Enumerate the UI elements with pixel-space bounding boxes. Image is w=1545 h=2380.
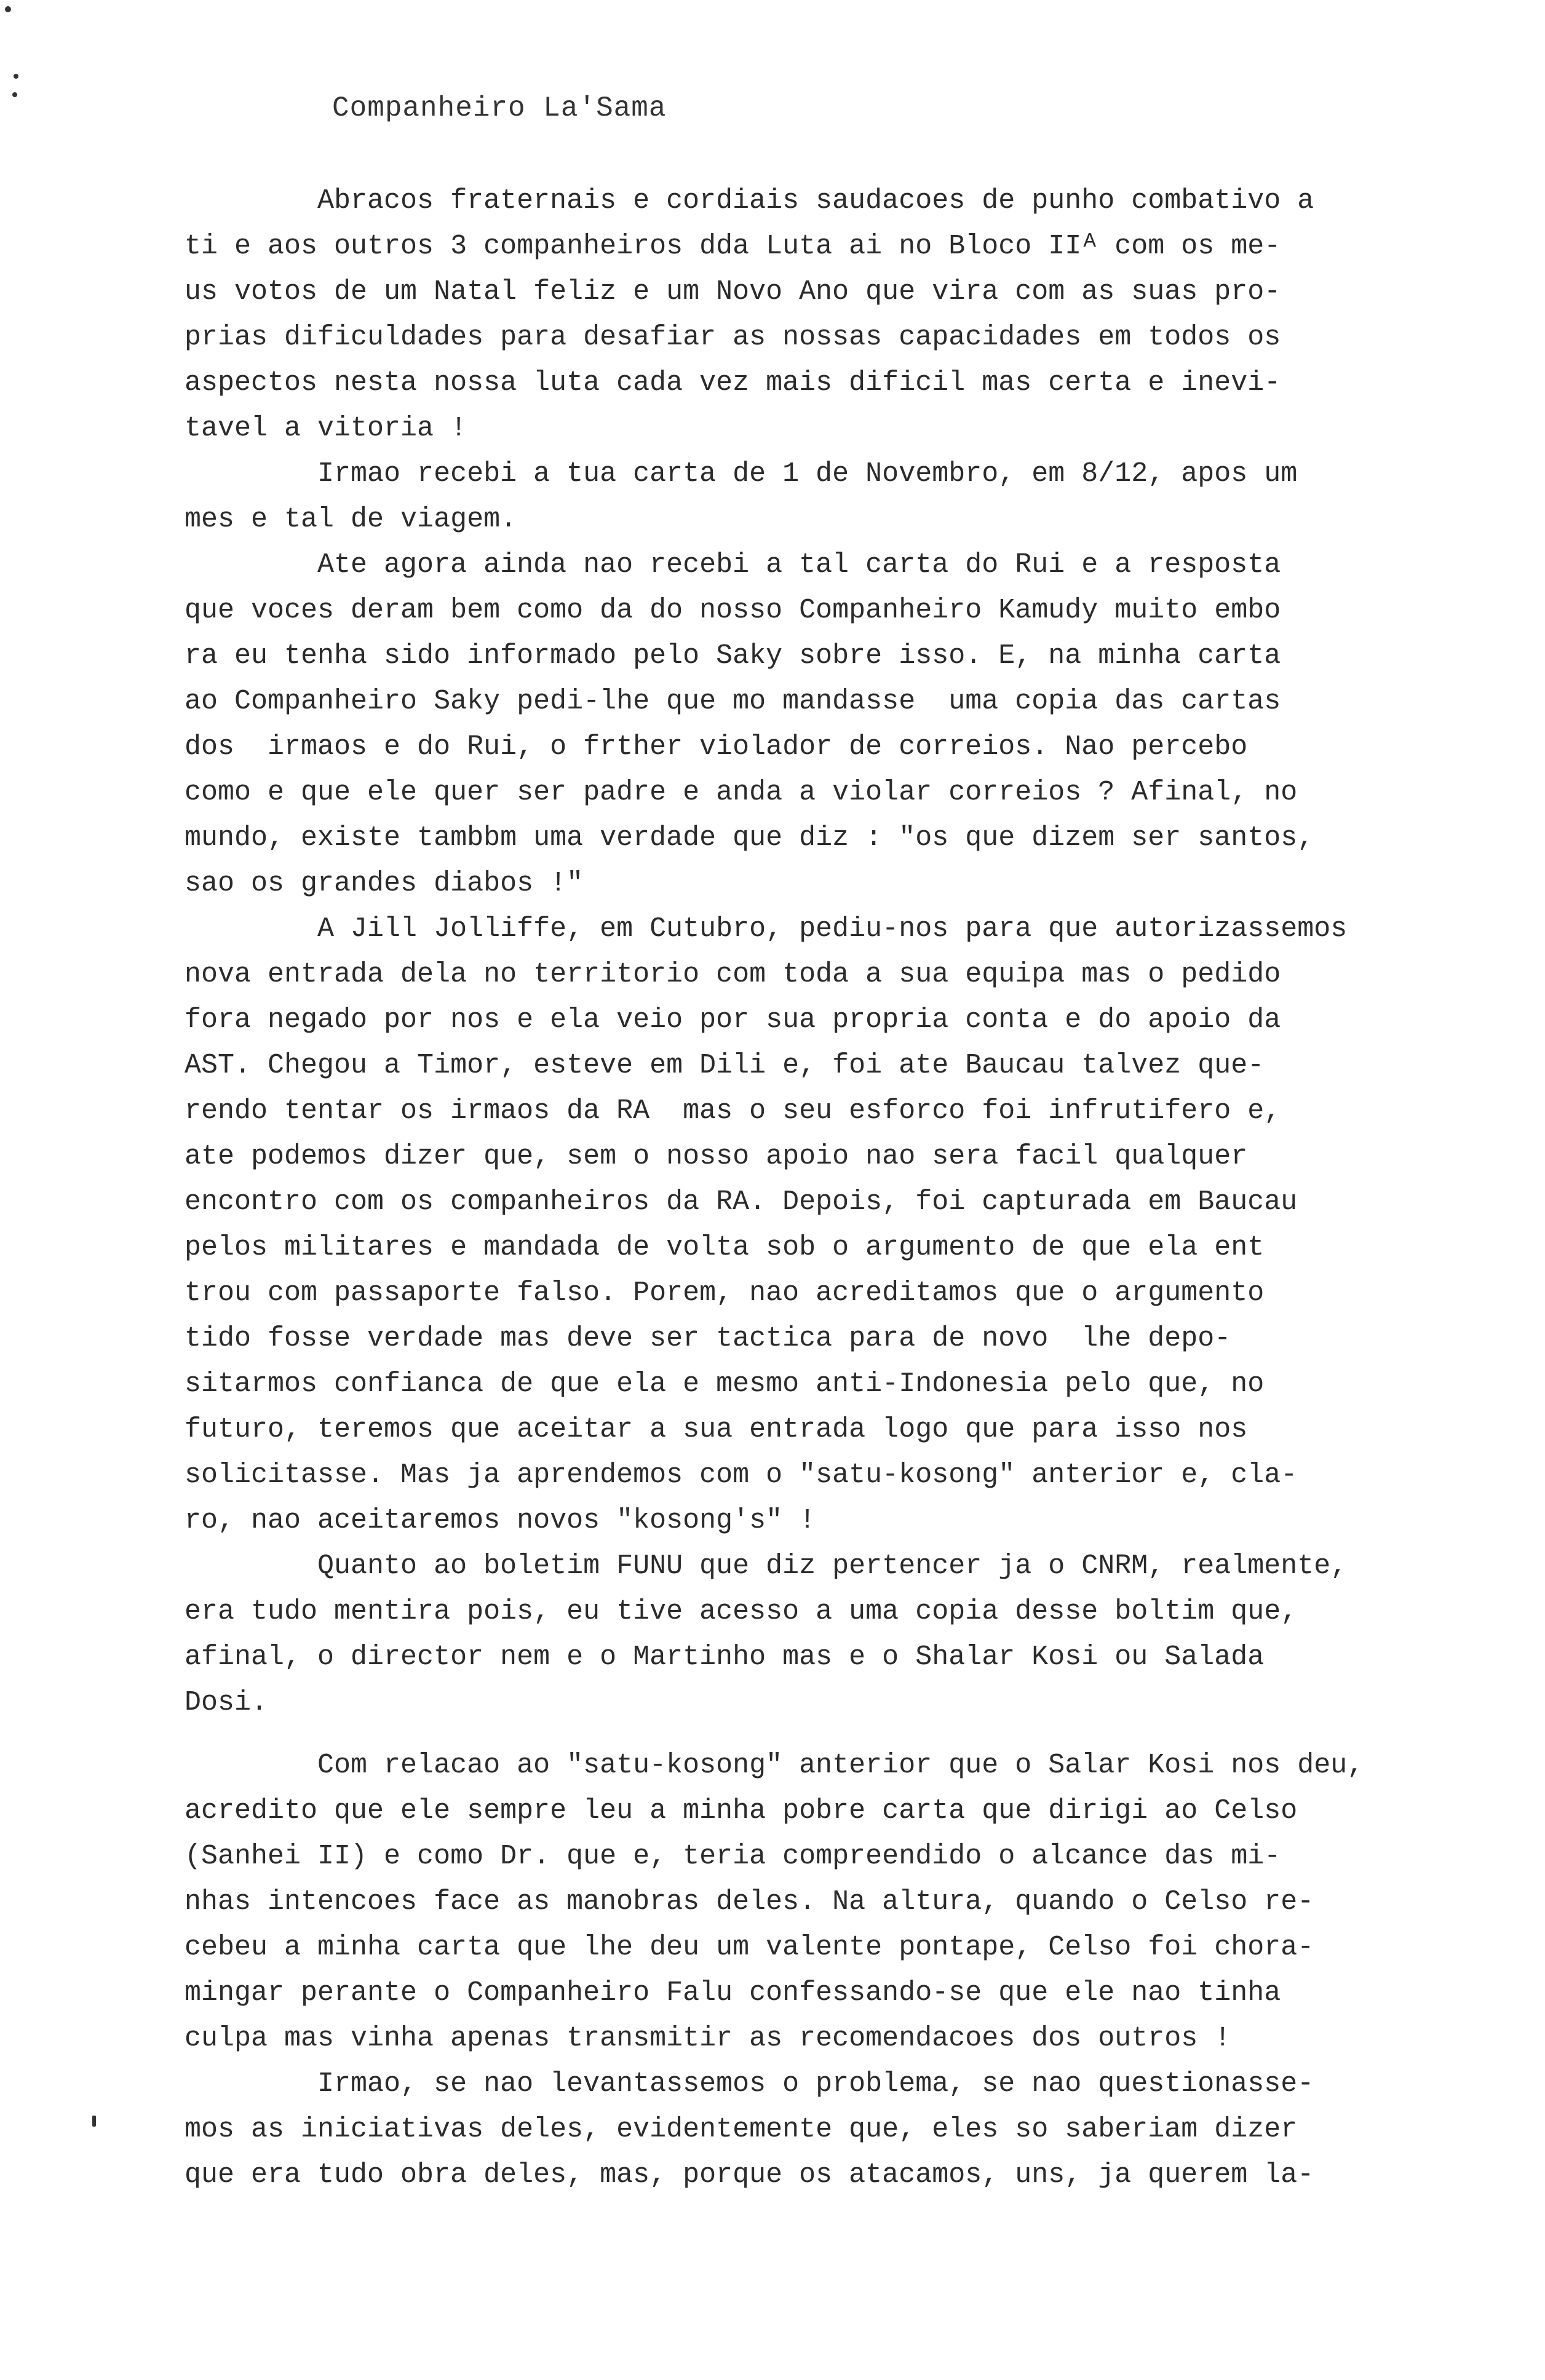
letter-line: mingar perante o Companheiro Falu confessando-se que ele nao tinha (185, 1977, 1281, 2009)
letter-line: (Sanhei II) e como Dr. que e, teria compreendido o alcance das mi- (185, 1841, 1281, 1872)
letter-line: mundo, existe tambbm uma verdade que diz : "os que dizem ser santos, (185, 822, 1314, 854)
letter-line: ti e aos outros 3 companheiros dda Luta ai no Bloco IIᴬ com os me- (185, 231, 1281, 262)
letter-line: Irmao, se nao levantassemos o problema, se nao questionasse- (185, 2068, 1314, 2100)
letter-line: era tudo mentira pois, eu tive acesso a uma copia desse boltim que, (185, 1596, 1298, 1627)
letter-line: pelos militares e mandada de volta sob o argumento de que ela ent (185, 1232, 1265, 1263)
letter-line: Abracos fraternais e cordiais saudacoes de punho combativo a (185, 185, 1314, 216)
letter-line: mes e tal de viagem. (185, 504, 517, 535)
letter-line: nova entrada dela no territorio com toda a sua equipa mas o pedido (185, 959, 1281, 990)
letter-line: Com relacao ao "satu-kosong" anterior que o Salar Kosi nos deu, (185, 1750, 1364, 1781)
letter-line: A Jill Jolliffe, em Cutubro, pediu-nos para que autorizassemos (185, 913, 1348, 945)
letter-line: cebeu a minha carta que lhe deu um valente pontape, Celso foi chora- (185, 1932, 1314, 1963)
letter-line: Irmao recebi a tua carta de 1 de Novembro, em 8/12, apos um (185, 458, 1298, 490)
letter-line: Ate agora ainda nao recebi a tal carta do Rui e a resposta (185, 549, 1281, 581)
letter-line: que voces deram bem como da do nosso Companheiro Kamudy muito embo (185, 595, 1281, 626)
margin-mark (12, 92, 17, 97)
letter-line: afinal, o director nem e o Martinho mas e o Shalar Kosi ou Salada (185, 1641, 1265, 1673)
letter-line: futuro, teremos que aceitar a sua entrada logo que para isso nos (185, 1414, 1248, 1445)
letter-line: rendo tentar os irmaos da RA mas o seu esforco foi infrutifero e, (185, 1095, 1281, 1127)
letter-line: encontro com os companheiros da RA. Depois, foi capturada em Baucau (185, 1186, 1298, 1218)
letter-line: us votos de um Natal feliz e um Novo Ano que vira com as suas pro- (185, 276, 1281, 307)
letter-line: prias dificuldades para desafiar as nossas capacidades em todos os (185, 322, 1281, 353)
letter-line: mos as iniciativas deles, evidentemente que, eles so saberiam dizer (185, 2114, 1298, 2145)
letter-line: tavel a vitoria ! (185, 413, 467, 444)
letter-line: culpa mas vinha apenas transmitir as recomendacoes dos outros ! (185, 2023, 1231, 2054)
margin-mark (14, 74, 18, 79)
letter-line: que era tudo obra deles, mas, porque os atacamos, uns, ja querem la- (185, 2159, 1314, 2191)
letter-line: ao Companheiro Saky pedi-lhe que mo mandasse uma copia das cartas (185, 686, 1281, 717)
letter-line: Dosi. (185, 1687, 268, 1718)
letter-line: acredito que ele sempre leu a minha pobre carta que dirigi ao Celso (185, 1795, 1298, 1827)
letter-line: trou com passaporte falso. Porem, nao acreditamos que o argumento (185, 1277, 1265, 1309)
letter-line: sao os grandes diabos !" (185, 868, 584, 899)
margin-mark (92, 2116, 96, 2127)
letter-line: ro, nao aceitaremos novos "kosong's" ! (185, 1505, 816, 1536)
salutation: Companheiro La'Sama (332, 92, 667, 124)
letter-line: sitarmos confianca de que ela e mesmo anti-Indonesia pelo que, no (185, 1368, 1265, 1400)
letter-line: nhas intencoes face as manobras deles. Na altura, quando o Celso re- (185, 1886, 1314, 1918)
letter-line: dos irmaos e do Rui, o frther violador de correios. Nao percebo (185, 731, 1248, 763)
letter-line: aspectos nesta nossa luta cada vez mais dificil mas certa e inevi- (185, 367, 1281, 399)
letter-line: ra eu tenha sido informado pelo Saky sobre isso. E, na minha carta (185, 640, 1281, 672)
letter-line: Quanto ao boletim FUNU que diz pertencer ja o CNRM, realmente, (185, 1550, 1348, 1582)
margin-mark (5, 6, 11, 12)
letter-line: tido fosse verdade mas deve ser tactica para de novo lhe depo- (185, 1323, 1231, 1354)
letter-line: solicitasse. Mas ja aprendemos com o "satu-kosong" anterior e, cla- (185, 1459, 1298, 1491)
letter-line: fora negado por nos e ela veio por sua propria conta e do apoio da (185, 1004, 1281, 1036)
paragraph-gap (185, 1726, 1452, 1743)
letter-body (185, 178, 1452, 2198)
letter-line: ate podemos dizer que, sem o nosso apoio nao sera facil qualquer (185, 1141, 1248, 1172)
letter-line: como e que ele quer ser padre e anda a violar correios ? Afinal, no (185, 777, 1298, 808)
letter-line: AST. Chegou a Timor, esteve em Dili e, foi ate Baucau talvez que- (185, 1050, 1265, 1081)
